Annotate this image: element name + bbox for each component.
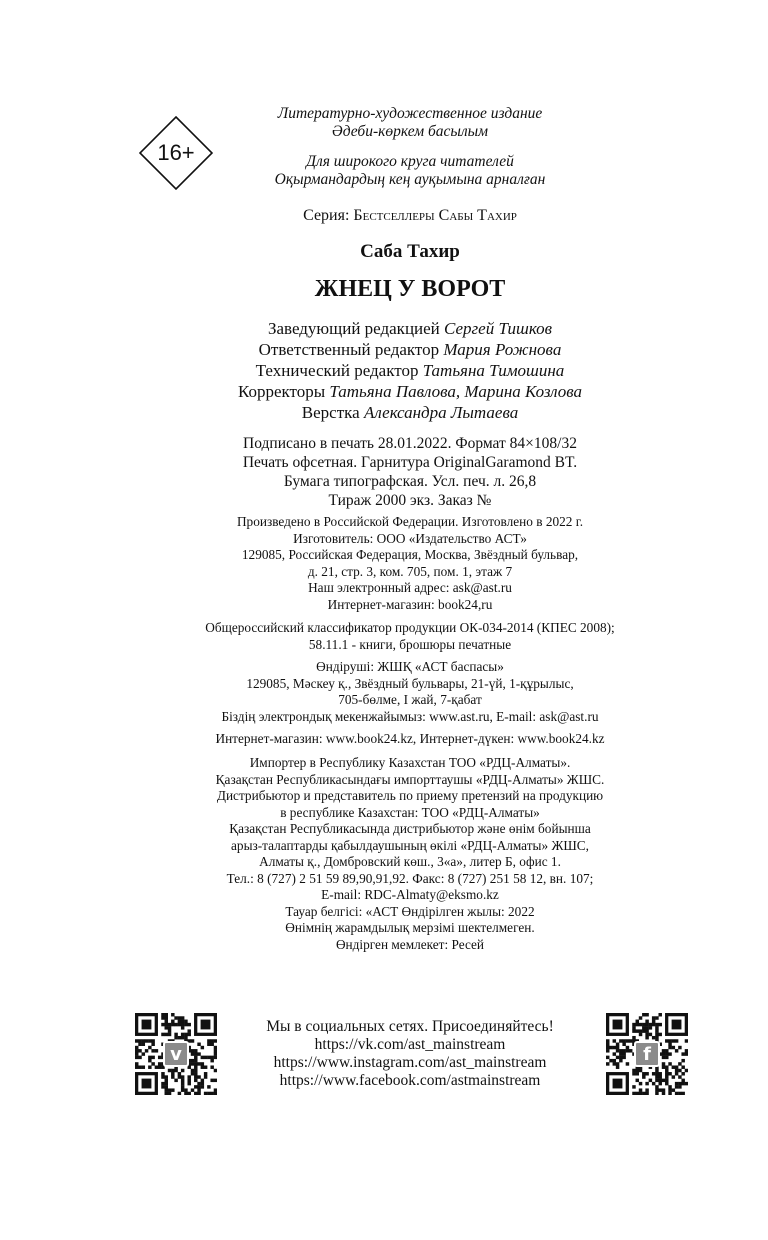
importer-line: Қазақстан Республикасындағы импорттаушы «РДЦ-Алматы» ЖШС. — [215, 771, 605, 787]
credit-line — [150, 318, 670, 339]
importer-line: арыз-талаптарды қабылдаушының өкілі «РДЦ-Алматы» ЖШС, — [231, 837, 589, 853]
book-title: ЖНЕЦ У ВОРОТ — [314, 276, 506, 302]
social-link-instagram[interactable]: https://www.instagram.com/ast_mainstream — [273, 1054, 547, 1071]
shops-line: Интернет-магазин: www.book24.kz, Интернет-дүкен: www.book24.kz — [215, 731, 605, 746]
social-link-facebook[interactable]: https://www.facebook.com/astmainstream — [279, 1072, 541, 1089]
credit-role: Ответственный редактор — [258, 340, 440, 359]
print-line: Тираж 2000 экз. Заказ № — [328, 492, 492, 509]
importer-line: Қазақстан Республикасында дистрибьютор және өнім бойынша — [229, 821, 591, 836]
manufacturer-kz-line: Біздің электрондық мекенжайымыз: www.ast.ru, E-mail: ask@ast.ru — [221, 708, 599, 724]
manufacturer-line: Наш электронный адрес: ask@ast.ru — [308, 580, 512, 595]
manufacturer-line: Произведено в Российской Федерации. Изготовлено в 2022 г. — [236, 514, 584, 529]
importer-line: Импортер в Республику Казахстан ТОО «РДЦ-Алматы». — [249, 755, 571, 770]
social-heading: Мы в социальных сетях. Присоединяйтесь! — [266, 1018, 554, 1035]
credit-role: Заведующий редакцией — [267, 319, 440, 338]
edition-type — [150, 105, 670, 141]
social-block — [230, 1018, 590, 1090]
credit-line — [150, 339, 670, 360]
credit-name: Татьяна Павлова, Марина Козлова — [329, 382, 583, 401]
audience — [150, 153, 670, 189]
facebook-qr-code[interactable] — [606, 1013, 688, 1095]
series-label: Серия: — [303, 207, 350, 224]
credits — [150, 318, 670, 423]
importer-line: Дистрибьютор и представитель по приему претензий на продукцию — [216, 788, 604, 803]
classifier-line: Общероссийский классификатор продукции ОК-034-2014 (КПЕС 2008); — [205, 620, 615, 635]
importer-line: в республике Казахстан: ТОО «РДЦ-Алматы» — [280, 804, 540, 820]
credit-name: Сергей Тишков — [444, 319, 553, 338]
credit-line — [150, 381, 670, 402]
credit-role: Верстка — [301, 403, 360, 422]
credit-line — [150, 360, 670, 381]
classifier-info — [150, 620, 670, 653]
audience-kz: Оқырмандардың кең ауқымына арналған — [274, 171, 546, 188]
credit-line — [150, 402, 670, 423]
age-rating-text: 16+ — [157, 140, 195, 165]
manufacturer-kz-info — [150, 659, 670, 725]
importer-line: Тел.: 8 (727) 2 51 59 89,90,91,92. Факс: 8 (727) 251 58 12, вн. 107; — [226, 870, 594, 886]
manufacturer-line: д. 21, стр. 3, ком. 705, пом. 1, этаж 7 — [307, 563, 513, 579]
credit-name: Мария Рожнова — [443, 340, 562, 359]
print-line: Бумага типографская. Усл. печ. л. 26,8 — [283, 473, 537, 490]
credit-role: Корректоры — [237, 382, 326, 401]
importer-line: E-mail: RDC-Almaty@eksmo.kz — [321, 887, 499, 902]
importer-line: Өнімнің жарамдылық мерзімі шектелмеген. — [285, 920, 535, 935]
manufacturer-kz-line: Өндіруші: ЖШҚ «АСТ баспасы» — [316, 659, 504, 674]
vk-icon: v — [163, 1041, 189, 1067]
importer-info — [150, 755, 670, 953]
credit-role: Технический редактор — [255, 361, 419, 380]
credit-name: Александра Лытаева — [363, 403, 519, 422]
series-line — [150, 206, 670, 226]
edition-ru: Литературно-художественное издание — [277, 105, 543, 122]
print-info — [150, 434, 670, 510]
manufacturer-line: 129085, Российская Федерация, Москва, Звёздный бульвар, — [241, 547, 579, 562]
manufacturer-info — [150, 514, 670, 613]
print-line: Печать офсетная. Гарнитура OriginalGaramond BT. — [242, 454, 578, 471]
importer-line: Алматы қ., Домбровский көш., 3«а», литер Б, офис 1. — [259, 854, 561, 869]
author: Саба Тахир — [360, 241, 460, 262]
facebook-icon: f — [634, 1041, 660, 1067]
manufacturer-line: Интернет-магазин: book24,ru — [327, 596, 493, 612]
social-link-vk[interactable]: https://vk.com/ast_mainstream — [314, 1036, 506, 1053]
importer-line: Тауар белгісі: «АСТ Өндірілген жылы: 2022 — [285, 903, 535, 919]
manufacturer-kz-line: 129085, Мәскеу қ., Звёздный бульвары, 21-үй, 1-құрылыс, — [246, 675, 574, 691]
edition-kz: Әдеби-көркем басылым — [331, 123, 489, 140]
series-name: Бестселлеры Сабы Тахир — [353, 207, 517, 224]
print-line: Подписано в печать 28.01.2022. Формат 84×108/32 — [243, 435, 577, 452]
audience-ru: Для широкого круга читателей — [306, 153, 514, 170]
classifier-line: 58.11.1 - книги, брошюры печатные — [308, 636, 512, 652]
vk-qr-code[interactable] — [135, 1013, 217, 1095]
manufacturer-line: Изготовитель: ООО «Издательство АСТ» — [293, 530, 527, 546]
credit-name: Татьяна Тимошина — [422, 361, 565, 380]
manufacturer-kz-line: 705-бөлме, I жай, 7-қабат — [338, 692, 482, 707]
importer-line: Өндірген мемлекет: Ресей — [335, 936, 485, 952]
